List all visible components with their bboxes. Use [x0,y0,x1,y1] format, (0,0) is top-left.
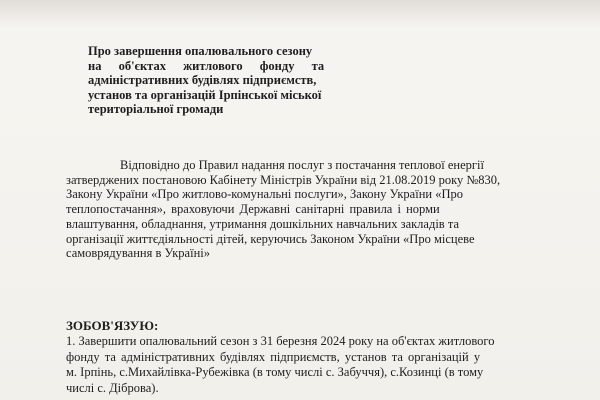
title-line: на об'єктах житлового фонду та [88,58,325,73]
preamble-line: затверджених постановою Кабінету Міністрів України від 21.08.2019 року №830, [66,172,501,187]
obligation-heading: ЗОБОВ'ЯЗУЮ: [66,318,159,333]
obligation-item-1 [66,334,566,396]
preamble-line: Відповідно до Правил надання послуг з постачання теплової енергії [120,158,484,172]
title-line: установ та організацій Ірпінської міської [88,87,322,102]
preamble-line: організації життєдіяльності дітей, керуючись Законом України «Про місцеве [66,231,475,246]
item-line: м. Ірпінь, с.Михайлівка-Рубежівка (в тому числі с. Забуччя), с.Козинці (в тому [66,365,484,379]
document-title [88,44,368,117]
preamble-paragraph [66,158,566,261]
title-line: адміністративних будівлях підприємств, [88,73,317,87]
title-line: територіальної громади [88,102,224,116]
item-line: числі с. Діброва). [66,380,159,395]
scan-shadow [0,0,600,28]
preamble-line: влаштування, обладнання, утримання дошкільних навчальних закладів та [66,216,459,231]
title-line: Про завершення опалювального сезону [88,44,313,58]
preamble-line: самоврядування в Україні» [66,246,210,261]
item-line: фонду та адміністративних будівлях підприємств, установ та організацій у [66,349,481,364]
preamble-line: Закону України «Про житлово-комунальні послуги», Закону України «Про [66,187,463,202]
preamble-line: теплопостачання», враховуючи Державні санітарні правила і норми [66,202,440,217]
item-line: 1. Завершити опалювальний сезон з 31 березня 2024 року на об'єктах житлового [66,334,495,348]
